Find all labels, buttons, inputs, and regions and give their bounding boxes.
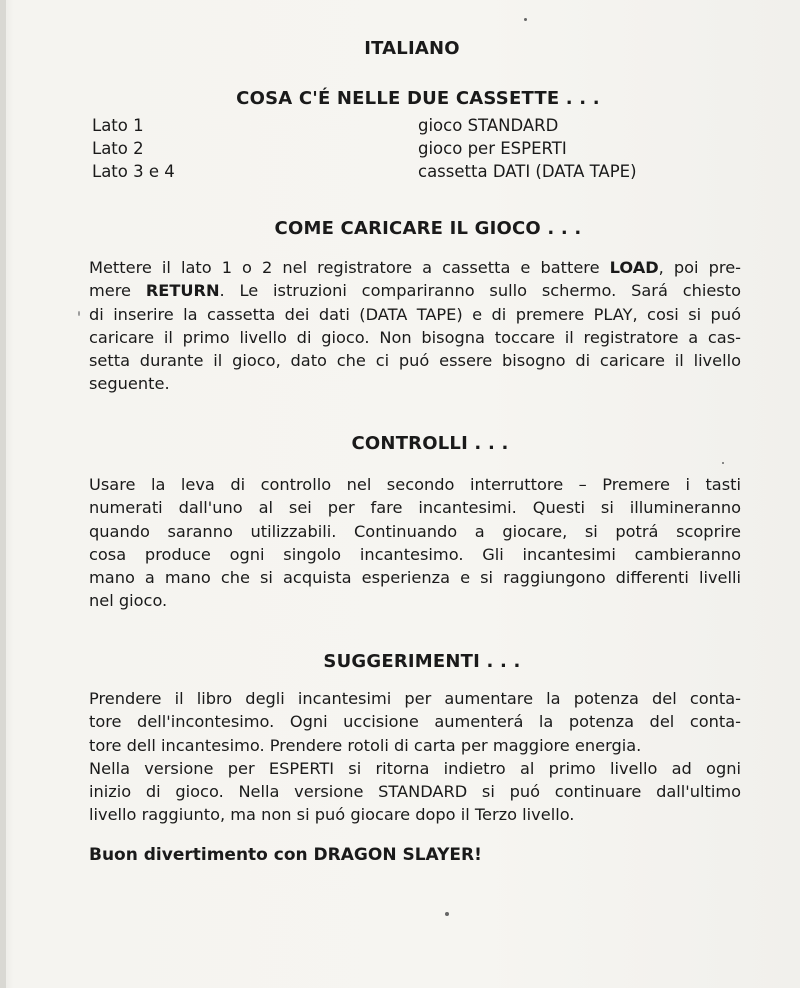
controls-heading: CONTROLLI . . .: [351, 433, 509, 454]
paragraph-line: cosa produce ogni singolo incantesimo. Gli incantesimi cambieranno: [89, 544, 741, 564]
list-item: [92, 114, 712, 137]
paper-speck: [78, 311, 80, 316]
paragraph-line: mere RETURN. Le istruzioni compariranno sullo schermo. Sará chiesto: [89, 281, 741, 301]
contents-heading: COSA C'É NELLE DUE CASSETTE . . .: [236, 88, 600, 109]
paragraph-line: setta durante il gioco, dato che ci puó essere bisogno di caricare il livello: [89, 351, 741, 371]
paper-speck: [524, 18, 527, 21]
side-description: gioco per ESPERTI: [418, 139, 567, 158]
paragraph-line: nel gioco.: [89, 591, 168, 611]
paragraph-line: livello raggiunto, ma non si puó giocare dopo il Terzo livello.: [89, 805, 575, 825]
paragraph-line: mano a mano che si acquista esperienza e si raggiungono differenti livelli: [89, 568, 741, 588]
paper-speck: [445, 912, 449, 916]
tips-heading: SUGGERIMENTI . . .: [323, 651, 521, 672]
paragraph-line: Prendere il libro degli incantesimi per aumentare la potenza del conta-: [89, 689, 741, 708]
cassette-contents-list: [92, 114, 712, 183]
paragraph-line: inizio di gioco. Nella versione STANDARD si puó continuare dall'ultimo: [89, 782, 741, 802]
controls-paragraph: [89, 473, 741, 613]
paragraph-line: caricare il primo livello di gioco. Non bisogna toccare il registratore a cas-: [89, 327, 741, 347]
language-title: ITALIANO: [364, 38, 460, 59]
side-description: gioco STANDARD: [418, 116, 559, 135]
paragraph-line: quando saranno utilizzabili. Continuando a giocare, si potrá scoprire: [89, 521, 741, 541]
loading-heading: COME CARICARE IL GIOCO . . .: [274, 218, 582, 239]
loading-paragraph: [89, 256, 741, 396]
paragraph-line: di inserire la cassetta dei dati (DATA TAPE) e di premere PLAY, cosi si puó: [89, 304, 741, 324]
paragraph-line: tore dell incantesimo. Prendere rotoli di carta per maggiore energia.: [89, 735, 642, 755]
list-item: [92, 160, 712, 183]
paper-speck: [722, 462, 724, 464]
paragraph-line: tore dell'incontesimo. Ogni uccisione aumenterá la potenza del conta-: [89, 712, 741, 732]
side-label: Lato 1: [92, 116, 144, 135]
side-label: Lato 3 e 4: [92, 162, 175, 181]
tips-paragraph: [89, 687, 741, 827]
side-description: cassetta DATI (DATA TAPE): [418, 162, 637, 181]
paragraph-line: Mettere il lato 1 o 2 nel registratore a cassetta e battere LOAD, poi pre-: [89, 258, 741, 277]
list-item: [92, 137, 712, 160]
paragraph-line: numerati dall'uno al sei per fare incantesimi. Questi si illumineranno: [89, 498, 741, 518]
closing-line: Buon divertimento con DRAGON SLAYER!: [89, 845, 482, 865]
paragraph-line: Usare la leva di controllo nel secondo interruttore – Premere i tasti: [89, 475, 741, 494]
paragraph-line: seguente.: [89, 374, 170, 394]
page-edge: [0, 0, 6, 988]
side-label: Lato 2: [92, 139, 144, 158]
paragraph-line: Nella versione per ESPERTI si ritorna indietro al primo livello ad ogni: [89, 758, 741, 778]
